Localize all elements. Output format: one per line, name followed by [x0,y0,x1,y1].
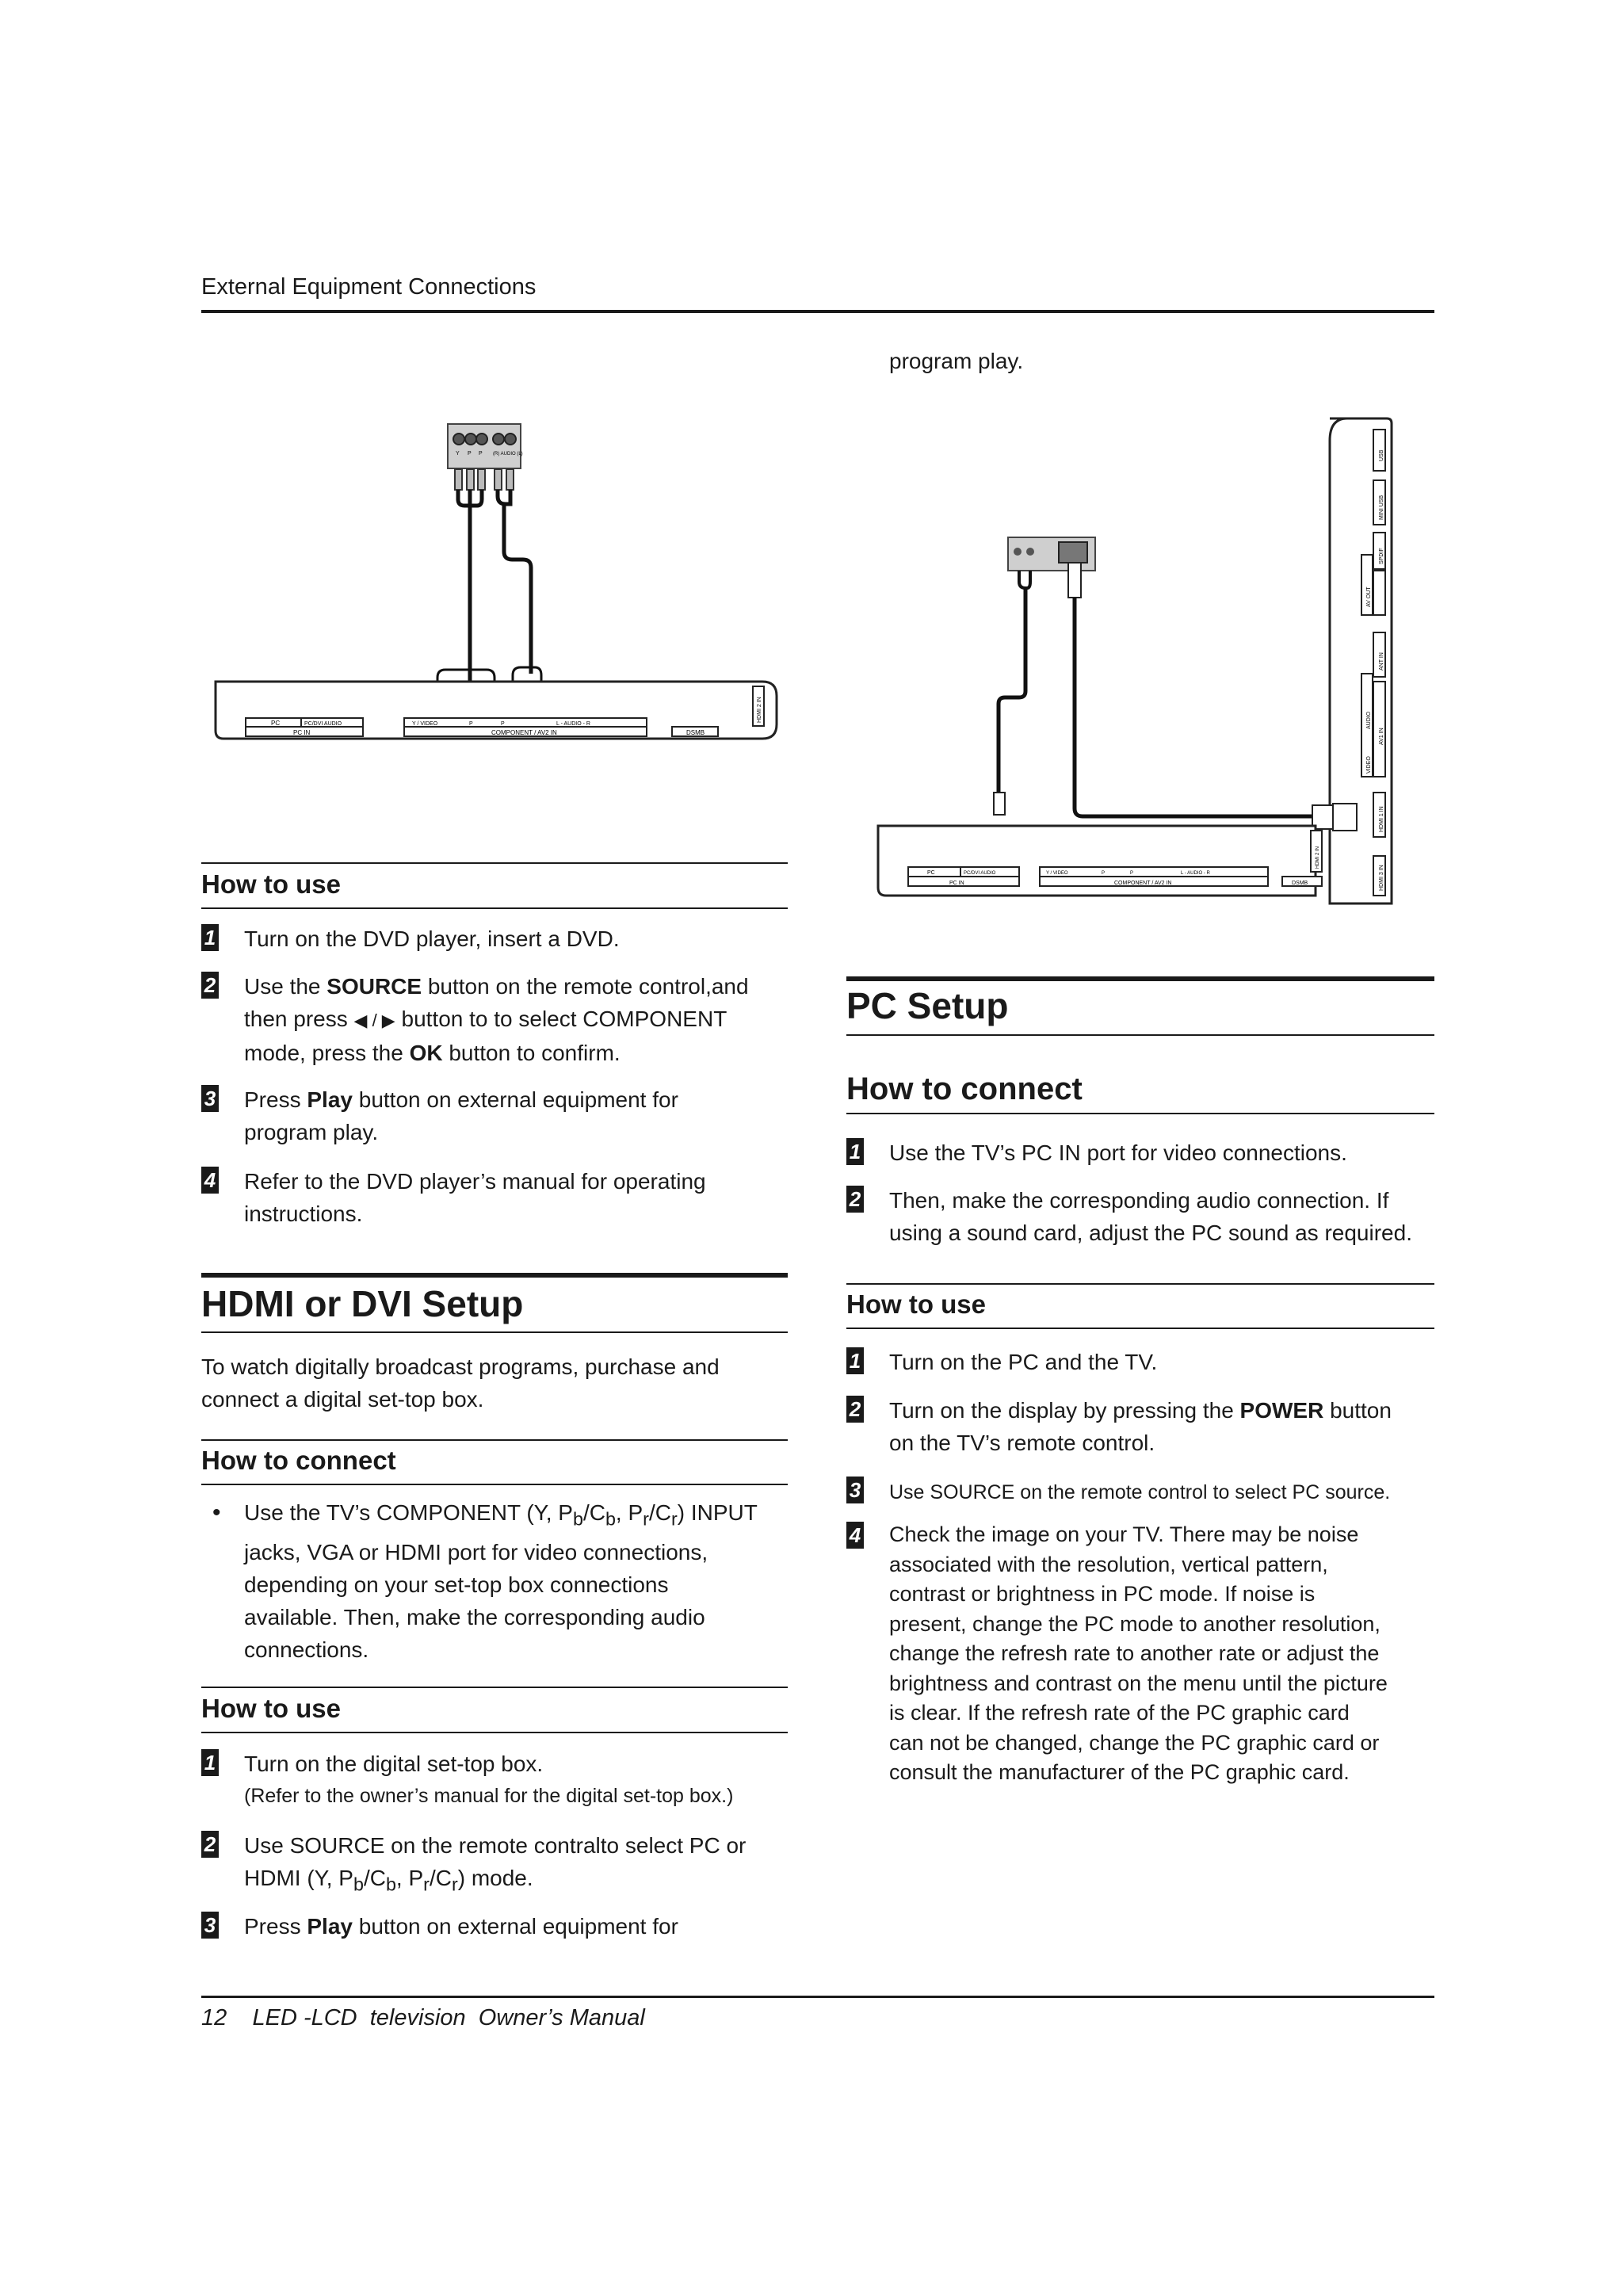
header-rule [201,310,1434,313]
jack-pr [476,434,487,445]
panel2-label-dsmb: DSMB [1292,881,1308,886]
step-text: Turn on the digital set-top box. (Refer to the owner’s manual for the digital set-top box.) [244,1752,734,1807]
hdmi-section-top-rule [201,1273,788,1278]
step-number: 3 [201,1912,219,1939]
pc-connect-bottom-rule [846,1113,1434,1114]
dvd-device-box [448,424,521,468]
step-number: 2 [846,1396,864,1423]
panel-label-pc-in: PC IN [293,729,311,736]
step-text: Check the image on your TV. There may be noise associated with the resolution, vertical pattern, contrast or brightness in PC mode. If noise is present, change the PC mode to another resolution, change the refresh rate to another rate or adjust the brightness and contrast on the menu until the picture is clear. If the refresh rate of the PC graphic card can not be changed, change the PC graphic card or consult the manufacturer of the PC graphic card. [889,1522,1388,1784]
bullet-dot: • [212,1499,221,1526]
hdmi-intro: To watch digitally broadcast programs, purchase and connect a digital set-top box. [201,1354,720,1412]
device-label-audio: (R) AUDIO (L) [493,452,523,457]
step-number: 2 [201,972,219,999]
step-text: Refer to the DVD player’s manual for operating instructions. [244,1169,706,1226]
panel2-label-hdmi2: HDMI 2 IN [1316,846,1320,869]
panel-label-component: COMPONENT / AV2 IN [491,729,557,736]
step-text: Use the SOURCE button on the remote control,and then press ◀ / ▶ button to to select COMPONENT mode, press the OK button to confirm. [244,974,749,1065]
step-number: 3 [846,1477,864,1503]
pc-use-top-rule [846,1283,1434,1285]
hdmi-connect-bottom-rule [201,1484,788,1485]
pc-section-title: PC Setup [846,985,1009,1026]
step-number: 1 [846,1347,864,1374]
step-number: 1 [201,1749,219,1776]
side-label-av-out: AV OUT [1366,586,1372,607]
side-label-av1-in: AV1 IN [1379,728,1384,745]
step-text: Then, make the corresponding audio connection. If using a sound card, adjust the PC sound as required. [889,1188,1412,1245]
panel-label-dsmb: DSMB [686,729,705,736]
footer-text: 12 LED -LCD television Owner’s Manual [201,2005,645,2030]
panel-label-pc: PC [271,720,281,727]
pc-connection-diagram [872,412,1426,911]
hdmi-use-bottom-rule [201,1732,788,1733]
step-text: Use the TV’s PC IN port for video connections. [889,1140,1347,1165]
step-text: Turn on the DVD player, insert a DVD. [244,926,620,951]
step-text: Press Play button on external equipment for program play. [244,1087,678,1144]
panel2-label-pr: P [1130,871,1134,876]
hdmi-connect-top-rule [201,1439,788,1441]
dvd-howto-bottom-rule [201,907,788,909]
jack-y [453,434,464,445]
step-text: Turn on the PC and the TV. [889,1350,1158,1374]
side-label-audio: AUDIO [1366,711,1372,729]
jack-audio-r [493,434,504,445]
jack-pb [465,434,476,445]
step-text: Turn on the display by pressing the POWER button on the TV’s remote control. [889,1398,1392,1455]
panel-label-yvideo: Y / VIDEO [412,721,438,727]
hdmi-use-top-rule [201,1687,788,1688]
panel2-label-yvideo: Y / VIDEO [1046,871,1068,876]
side-label-hdmi3: HDMI 3 IN [1379,865,1384,891]
panel2-label-pc-in: PC IN [949,881,964,886]
side-label-usb: USB [1379,449,1384,461]
dvd-howto-top-rule [201,862,788,864]
side-label-mini-usb: MINI USB [1379,495,1384,520]
panel2-label-audio: L - AUDIO - R [1181,871,1210,876]
pc-section-bottom-rule [846,1034,1434,1036]
panel2-label-pc: PC [927,870,935,876]
hdmi-connect-title: How to connect [201,1446,396,1475]
pc-connect-title: How to connect [846,1072,1083,1106]
page-header-title: External Equipment Connections [201,274,537,300]
pc-section-top-rule [846,976,1434,981]
hdmi-section-bottom-rule [201,1331,788,1333]
left-right-arrows-icon: ◀ / ▶ [353,1010,395,1030]
step-number: 3 [201,1085,219,1112]
pc-use-title: How to use [846,1289,987,1319]
side-label-hdmi1: HDMI 1 IN [1379,806,1384,832]
step-number: 2 [846,1186,864,1213]
side-label-video: VIDEO [1366,756,1372,774]
side-label-spdif: SPDIF [1379,548,1384,564]
device-label-pr: P [479,451,483,457]
step-number: 1 [201,924,219,951]
panel2-label-component: COMPONENT / AV2 IN [1114,881,1172,886]
step-text: Use SOURCE on the remote contralto select PC or HDMI (Y, $P_b/C_b$, $P_r/C_r$) mode. [244,1833,747,1895]
side-label-ant-in: ANT IN [1379,652,1384,670]
panel-label-audio: L - AUDIO - R [556,721,590,727]
footer-rule [201,1996,1434,1998]
panel2-label-pcdvi-audio: PC/DVI AUDIO [964,871,996,876]
step-number: 1 [846,1138,864,1165]
device-label-pb: P [468,451,472,457]
panel-label-pr: P [501,721,505,727]
step-text: Press Play button on external equipment for [244,1914,678,1939]
hdmi-use-title: How to use [201,1694,342,1723]
pc-use-bottom-rule [846,1328,1434,1329]
continued-text: program play. [889,349,1024,373]
panel-label-hdmi2: HDMI 2 IN [757,697,762,723]
step-text: Use SOURCE on the remote control to select PC source. [889,1481,1391,1503]
panel2-label-pb: P [1102,871,1106,876]
panel-label-pcdvi-audio: PC/DVI AUDIO [304,721,342,727]
step-number: 4 [846,1522,864,1549]
hdmi-section-title: HDMI or DVI Setup [201,1283,524,1324]
panel-label-pb: P [469,721,473,727]
step-number: 4 [201,1167,219,1194]
dvd-howto-title: How to use [201,869,342,899]
dvd-component-diagram [208,420,778,769]
jack-audio-l [505,434,516,445]
device-label-y: Y [456,451,460,457]
step-number: 2 [201,1831,219,1858]
